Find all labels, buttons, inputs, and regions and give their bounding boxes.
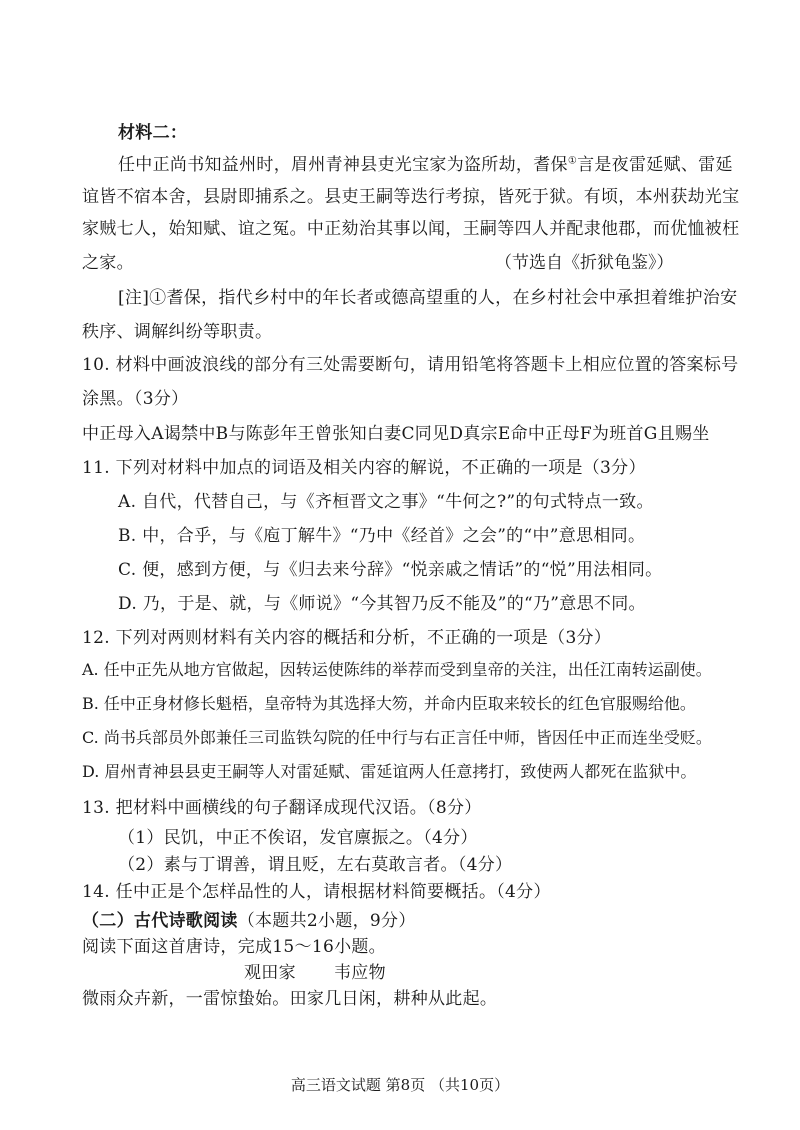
poem-author: 韦应物 — [334, 963, 386, 983]
material-heading: 材料二： — [118, 123, 188, 143]
question-12-option-b: B. 任中正身材修长魁梧，皇帝特为其选择大笏，并命内臣取来较长的红色官服赐给他。 — [82, 694, 696, 713]
question-10-stem: 涂黑。（3分） — [82, 389, 189, 409]
question-11-option-c: C. 便，感到方便，与《归去来兮辞》“悦亲戚之情话”的“悦”用法相同。 — [118, 560, 663, 580]
page-footer: 高三语文试题 第8页 （共10页） — [290, 1076, 510, 1094]
passage-line: 谊皆不宿本舍，县尉即捕系之。县吏王嗣等迭行考掠，皆死于狱。有顷，本州获劫光宝 — [82, 187, 740, 207]
question-11-option-d: D. 乃，于是、就，与《师说》“今其智乃反不能及”的“乃”意思不同。 — [118, 594, 646, 614]
passage-line — [118, 150, 733, 175]
question-12-stem: 12. 下列对两则材料有关内容的概括和分析，不正确的一项是（3分） — [82, 628, 612, 648]
question-11-stem: 11. 下列对材料中加点的词语及相关内容的解说，不正确的一项是（3分） — [82, 458, 646, 478]
passage-source: （节选自《折狱龟鉴》） — [495, 253, 674, 273]
question-12-option-d: D. 眉州青神县县吏王嗣等人对雷延赋、雷延谊两人任意拷打，致使两人都死在监狱中。 — [82, 762, 697, 781]
question-12-option-a: A. 任中正先从地方官做起，因转运使陈纬的举荐而受到皇帝的关注，出任江南转运副使。 — [82, 660, 712, 679]
poem-title: 观田家 — [244, 963, 296, 983]
passage-text: 言是夜雷延赋、雷延 — [577, 155, 733, 175]
passage-text: 任中正尚书知益州时，眉州青神县吏光宝家为盗所劫，耆保 — [118, 155, 568, 175]
passage-line: 家贼七人，始知赋、谊之冤。中正劾治其事以闻，王嗣等四人并配隶他郡，而优恤被枉 — [82, 219, 740, 239]
section-detail: （本题共2小题，9分） — [237, 911, 416, 931]
section-heading — [82, 906, 416, 931]
annotation-note: 秩序、调解纠纷等职责。 — [82, 322, 273, 342]
poem-line: 微雨众卉新，一雷惊蛰始。田家几日闲，耕种从此起。 — [82, 989, 498, 1009]
annotation-note: [注]①耆保，指代乡村中的年长者或德高望重的人，在乡村社会中承担着维护治安 — [118, 288, 738, 308]
question-11-option-b: B. 中，合乎，与《庖丁解牛》“乃中《经首》之会”的“中”意思相同。 — [118, 526, 646, 546]
question-13-item-1: （1）民饥，中正不俟诏，发官廪振之。（4分） — [118, 828, 478, 848]
footnote-marker: ① — [567, 155, 578, 167]
section-title: （二）古代诗歌阅读 — [82, 911, 238, 931]
question-11-option-a: A. 自代，代替自己，与《齐桓晋文之事》“牛何之?”的句式特点一致。 — [118, 492, 654, 512]
question-10-sentence: 中正母入A谒禁中B与陈彭年王曾张知白妻C同见D真宗E命中正母F为班首G且赐坐 — [82, 424, 710, 444]
passage-line: 之家。 — [82, 253, 134, 273]
question-14-stem: 14. 任中正是个怎样品性的人，请根据材料简要概括。（4分） — [82, 882, 551, 902]
question-10-stem: 10. 材料中画波浪线的部分有三处需要断句，请用铅笔将答题卡上相应位置的答案标号 — [82, 355, 739, 375]
question-13-item-2: （2）素与丁谓善，谓且贬，左右莫敢言者。（4分） — [118, 855, 513, 875]
question-13-stem: 13. 把材料中画横线的句子翻译成现代汉语。（8分） — [82, 798, 482, 818]
section-intro: 阅读下面这首唐诗，完成15～16小题。 — [82, 937, 386, 957]
question-12-option-c: C. 尚书兵部员外郎兼任三司监铁勾院的任中行与右正言任中师，皆因任中正而连坐受贬。 — [82, 728, 712, 747]
